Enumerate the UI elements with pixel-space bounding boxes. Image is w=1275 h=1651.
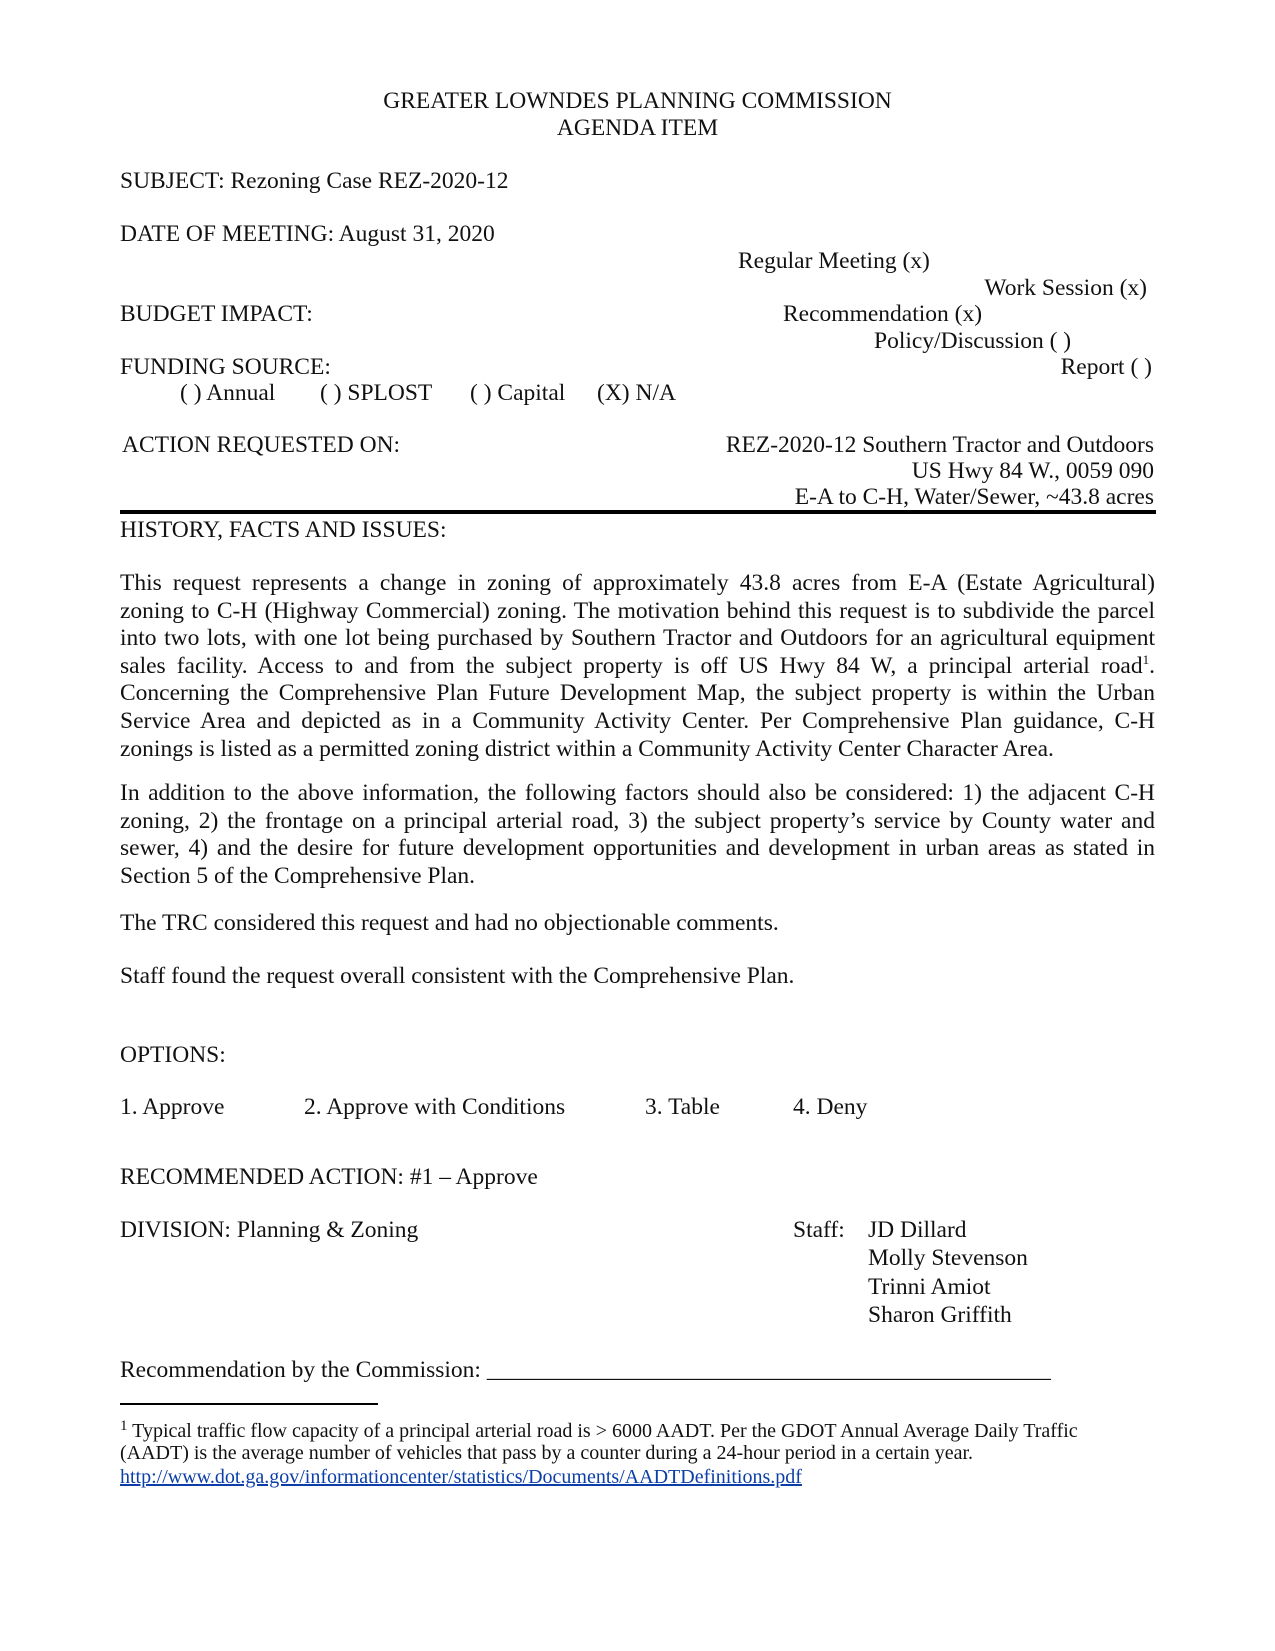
staff-name: JD Dillard xyxy=(868,1217,967,1243)
policy-discussion: Policy/Discussion ( ) xyxy=(874,328,1072,354)
p1-line: into two lots, with one lot being purchased by Southern Tractor and Outdoors for an agricultural equipment xyxy=(120,625,1155,652)
agenda-item-title: AGENDA ITEM xyxy=(556,115,719,141)
staff-finding: Staff found the request overall consistent with the Comprehensive Plan. xyxy=(120,963,795,989)
history-paragraph-1 xyxy=(120,570,1155,763)
report-type: Report ( ) xyxy=(1060,354,1152,380)
p1-line: Service Area and depicted as in a Community Activity Center. Per Comprehensive Plan guidance, C-H xyxy=(120,707,1155,734)
action-requested-label: ACTION REQUESTED ON: xyxy=(122,432,401,458)
option-approve-with-conditions: 2. Approve with Conditions xyxy=(304,1094,566,1120)
funding-option-splost: ( ) SPLOST xyxy=(320,380,433,406)
history-paragraph-2 xyxy=(120,780,1155,890)
regular-meeting: Regular Meeting (x) xyxy=(738,248,930,274)
budget-impact: BUDGET IMPACT: xyxy=(120,301,313,327)
trc-statement: The TRC considered this request and had no objectionable comments. xyxy=(120,910,779,936)
staff-name: Molly Stevenson xyxy=(868,1245,1028,1271)
p1-line: sales facility. Access to and from the subject property is off US Hwy 84 W, a principal arterial road xyxy=(120,652,1143,679)
options-heading: OPTIONS: xyxy=(120,1042,226,1068)
date-of-meeting: DATE OF MEETING: August 31, 2020 xyxy=(120,221,495,247)
action-requested-line2: US Hwy 84 W., 0059 090 xyxy=(911,458,1154,484)
funding-option-capital: ( ) Capital xyxy=(470,380,566,406)
p1-line-end: . xyxy=(1149,652,1155,679)
p1-line: Concerning the Comprehensive Plan Future Development Map, the subject property is within the Urban xyxy=(120,680,1155,707)
p2-line: Section 5 of the Comprehensive Plan. xyxy=(120,862,476,889)
funding-source-label: FUNDING SOURCE: xyxy=(120,354,331,380)
p1-line: zoning to C-H (Highway Commercial) zoning. The motivation behind this request is to subdivide the parcel xyxy=(120,597,1155,624)
staff-name: Sharon Griffith xyxy=(868,1302,1012,1328)
work-session: Work Session (x) xyxy=(984,275,1147,301)
footnote-line1 xyxy=(120,1418,1078,1443)
division: DIVISION: Planning & Zoning xyxy=(120,1217,419,1243)
recommendation-type: Recommendation (x) xyxy=(783,301,983,327)
p2-line: In addition to the above information, the following factors should also be considered: 1) the adjacent C-H xyxy=(120,780,1155,806)
history-heading: HISTORY, FACTS AND ISSUES: xyxy=(120,517,447,543)
action-requested-line1: REZ-2020-12 Southern Tractor and Outdoors xyxy=(725,432,1154,458)
footnote-number: 1 xyxy=(120,1418,128,1434)
p2-line: zoning, 2) the frontage on a principal arterial road, 3) the subject property’s service by County water and xyxy=(120,807,1155,834)
option-deny: 4. Deny xyxy=(793,1094,868,1120)
commission-recommendation-line: Recommendation by the Commission: ________________________________________________ xyxy=(120,1357,1051,1383)
p1-line: zonings is listed as a permitted zoning district within a Community Activity Center Character Area. xyxy=(120,735,1054,762)
subject: SUBJECT: Rezoning Case REZ-2020-12 xyxy=(120,168,509,194)
section-divider xyxy=(120,510,1156,514)
footnote-divider xyxy=(120,1403,378,1405)
option-approve: 1. Approve xyxy=(120,1094,225,1120)
footnote-text: Typical traffic flow capacity of a principal arterial road is > 6000 AADT. Per the GDOT Annual Average Daily Traffic xyxy=(132,1420,1078,1442)
option-table: 3. Table xyxy=(645,1094,720,1120)
p1-line: This request represents a change in zoning of approximately 43.8 acres from E-A (Estate Agricultural) xyxy=(120,570,1155,596)
footnote-reference: 1 xyxy=(1142,651,1150,667)
p2-line: sewer, 4) and the desire for future development opportunities and development in urban areas as stated in xyxy=(120,835,1155,862)
commission-title: GREATER LOWNDES PLANNING COMMISSION xyxy=(383,88,892,114)
recommended-action: RECOMMENDED ACTION: #1 – Approve xyxy=(120,1164,538,1190)
aadt-definitions-link[interactable]: http://www.dot.ga.gov/informationcenter/statistics/Documents/AADTDefinitions.pdf xyxy=(120,1466,802,1488)
footnote-line2: (AADT) is the average number of vehicles that pass by a counter during a 24-hour period in a certain year. xyxy=(120,1442,974,1464)
p1-line-with-footnote xyxy=(120,653,1155,681)
staff-label: Staff: xyxy=(793,1217,845,1243)
action-requested-line3: E-A to C-H, Water/Sewer, ~43.8 acres xyxy=(794,484,1154,510)
funding-option-annual: ( ) Annual xyxy=(180,380,276,406)
staff-name: Trinni Amiot xyxy=(868,1274,991,1300)
funding-option-na: (X) N/A xyxy=(597,380,676,406)
